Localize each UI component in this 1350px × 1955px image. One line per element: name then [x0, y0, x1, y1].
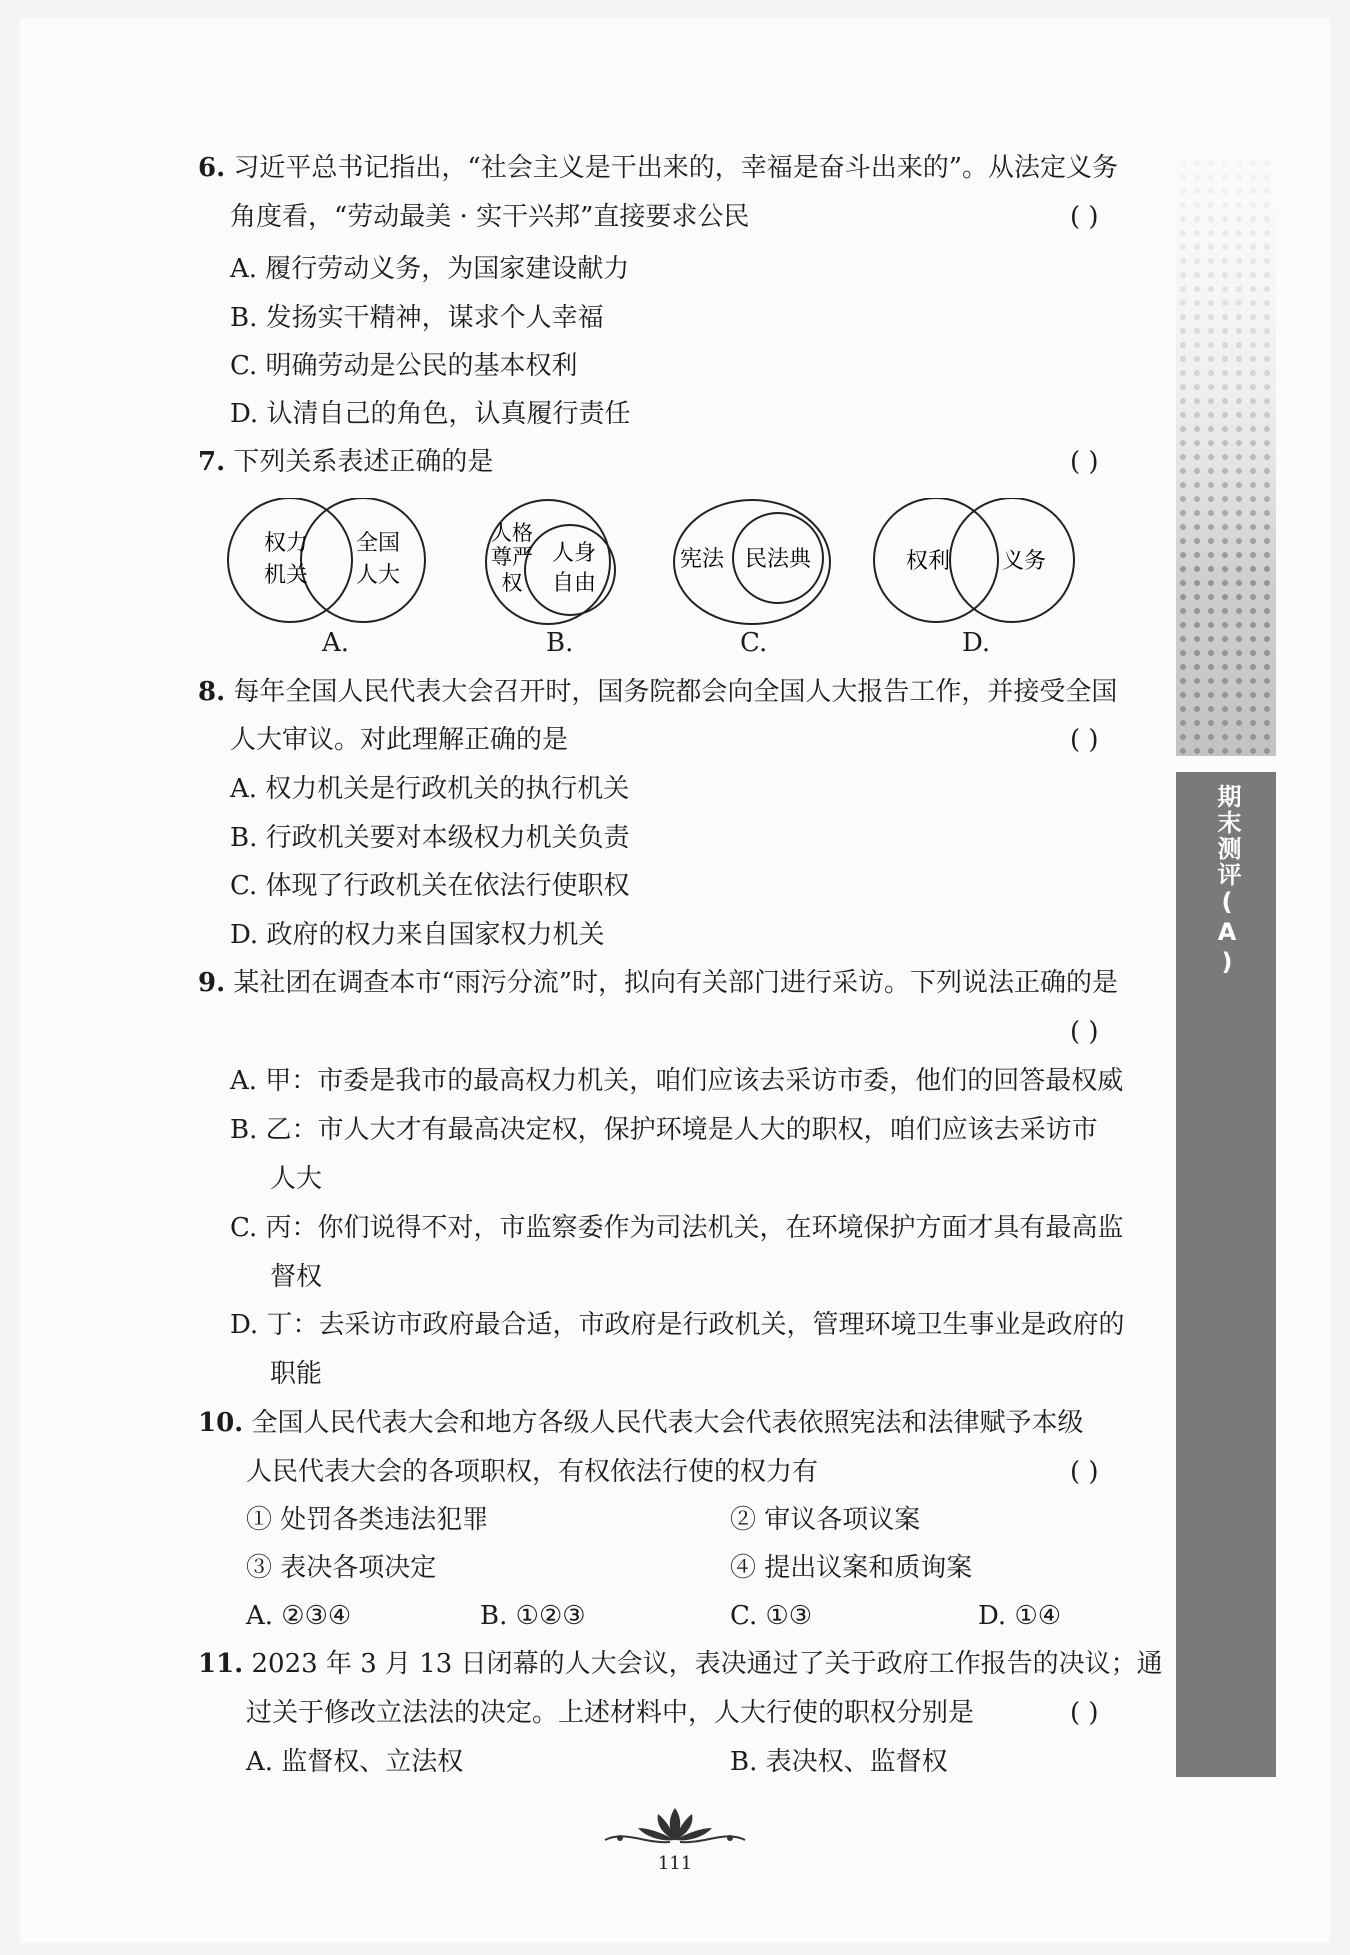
- question-8-option-d: D. 政府的权力来自国家权力机关: [230, 920, 605, 950]
- footer-leaf-ornament-icon: [600, 1800, 750, 1850]
- diagram-b-inner-line-1: 人身: [551, 541, 597, 566]
- question-9-number: 9.: [198, 968, 226, 998]
- diagram-b-outer-line-3: 权: [501, 571, 523, 595]
- question-10-option-a: A. ②③④: [246, 1601, 352, 1631]
- question-10-item-2: ② 审议各项议案: [730, 1505, 921, 1535]
- question-9-option-c-line-1: C. 丙：你们说得不对，市监察委作为司法机关，在环境保护方面才具有最高监: [230, 1213, 1124, 1243]
- page-number: 111: [657, 1853, 693, 1874]
- question-9-option-b-line-1: B. 乙：市人大才有最高决定权，保护环境是人大的职权，咱们应该去采访市: [230, 1115, 1098, 1145]
- question-8-line-1: [198, 672, 1117, 712]
- question-6-line-1: [198, 148, 1118, 188]
- question-11-number: 11.: [198, 1649, 244, 1679]
- question-10-option-d: D. ①④: [978, 1601, 1062, 1631]
- diagram-d-left-text: 权利: [905, 549, 951, 574]
- question-11-answer-paren: ( ): [1070, 1698, 1099, 1728]
- question-8-option-c: C. 体现了行政机关在依法行使职权: [230, 871, 630, 901]
- question-10-item-1: ① 处罚各类违法犯罪: [246, 1505, 489, 1535]
- question-8-stem-2: 人大审议。对此理解正确的是: [230, 725, 569, 755]
- question-6-option-b: B. 发扬实干精神，谋求个人幸福: [230, 303, 604, 333]
- diagram-c-inner-text: 民法典: [744, 547, 812, 572]
- diagram-d-label: D.: [962, 628, 991, 658]
- question-8-number: 8.: [198, 677, 226, 707]
- question-6-answer-paren: ( ): [1070, 202, 1099, 232]
- venn-diagram-b: [478, 498, 638, 628]
- side-tab-label: 期末测评(A): [1213, 784, 1241, 978]
- question-9-option-d-line-2: 职能: [270, 1359, 323, 1389]
- question-11-stem-1: 2023 年 3 月 13 日闭幕的人大会议，表决通过了关于政府工作报告的决议；通: [251, 1649, 1163, 1679]
- diagram-c-outer-text: 宪法: [679, 547, 725, 572]
- question-7-number: 7.: [198, 447, 226, 477]
- diagram-c-label: C.: [740, 628, 768, 658]
- diagram-d-right-text: 义务: [1001, 549, 1047, 574]
- question-7-stem-1: 下列关系表述正确的是: [233, 447, 494, 477]
- question-9-option-b-line-2: 人大: [270, 1164, 323, 1194]
- question-9-answer-paren: ( ): [1070, 1017, 1099, 1047]
- diagram-a-left-line-1: 权力: [263, 531, 309, 556]
- question-10-stem-2: 人民代表大会的各项职权，有权依法行使的权力有: [246, 1457, 819, 1487]
- venn-diagram-a: [220, 498, 460, 628]
- question-7-line-1: [198, 442, 493, 482]
- question-10-option-b: B. ①②③: [480, 1601, 586, 1631]
- question-9-option-d-line-1: D. 丁：去采访市政府最合适，市政府是行政机关，管理环境卫生事业是政府的: [230, 1310, 1125, 1340]
- question-10-item-4: ④ 提出议案和质询案: [730, 1553, 973, 1583]
- diagram-b-inner-line-2: 自由: [551, 571, 597, 596]
- question-9-option-c-line-2: 督权: [270, 1262, 323, 1292]
- question-8-stem-1: 每年全国人民代表大会召开时，国务院都会向全国人大报告工作，并接受全国: [233, 677, 1118, 707]
- question-8-option-b: B. 行政机关要对本级权力机关负责: [230, 823, 630, 853]
- question-6-option-a: A. 履行劳动义务，为国家建设献力: [230, 254, 630, 284]
- venn-diagram-d: [868, 498, 1088, 628]
- question-6-stem-2: 角度看，“劳动最美 · 实干兴邦”直接要求公民: [230, 202, 750, 232]
- question-10-stem-1: 全国人民代表大会和地方各级人民代表大会代表依照宪法和法律赋予本级: [251, 1408, 1084, 1438]
- question-9-stem-1: 某社团在调查本市“雨污分流”时，拟向有关部门进行采访。下列说法正确的是: [233, 968, 1119, 998]
- question-10-answer-paren: ( ): [1070, 1457, 1099, 1487]
- question-11-option-b: B. 表决权、监督权: [730, 1747, 948, 1777]
- question-6-option-c: C. 明确劳动是公民的基本权利: [230, 351, 578, 381]
- venn-diagram-c: [672, 498, 842, 628]
- diagram-a-label: A.: [322, 628, 350, 658]
- question-11-stem-2: 过关于修改立法法的决定。上述材料中，人大行使的职权分别是: [246, 1698, 975, 1728]
- diagram-a-right-line-2: 人大: [355, 563, 401, 588]
- diagram-b-outer-line-2: 尊严: [491, 545, 533, 569]
- question-9-line-1: [198, 963, 1118, 1003]
- diagram-a-left-line-2: 机关: [263, 563, 309, 588]
- question-10-option-c: C. ①③: [730, 1601, 813, 1631]
- question-6-stem-1: 习近平总书记指出，“社会主义是干出来的，幸福是奋斗出来的”。从法定义务: [233, 153, 1119, 183]
- diagram-b-outer-line-1: 人格: [491, 521, 533, 545]
- question-10-item-3: ③ 表决各项决定: [246, 1553, 437, 1583]
- question-11-option-a: A. 监督权、立法权: [246, 1747, 464, 1777]
- question-9-option-a: A. 甲：市委是我市的最高权力机关，咱们应该去采访市委，他们的回答最权威: [230, 1066, 1124, 1096]
- diagram-b-label: B.: [546, 628, 574, 658]
- question-8-answer-paren: ( ): [1070, 725, 1099, 755]
- question-7-answer-paren: ( ): [1070, 447, 1099, 477]
- question-8-option-a: A. 权力机关是行政机关的执行机关: [230, 774, 630, 804]
- question-11-line-1: [198, 1644, 1163, 1684]
- question-10-line-1: [198, 1403, 1084, 1443]
- diagram-a-right-line-1: 全国: [355, 531, 401, 556]
- question-10-number: 10.: [198, 1408, 244, 1438]
- question-6-option-d: D. 认清自己的角色，认真履行责任: [230, 399, 631, 429]
- question-6-number: 6.: [198, 153, 226, 183]
